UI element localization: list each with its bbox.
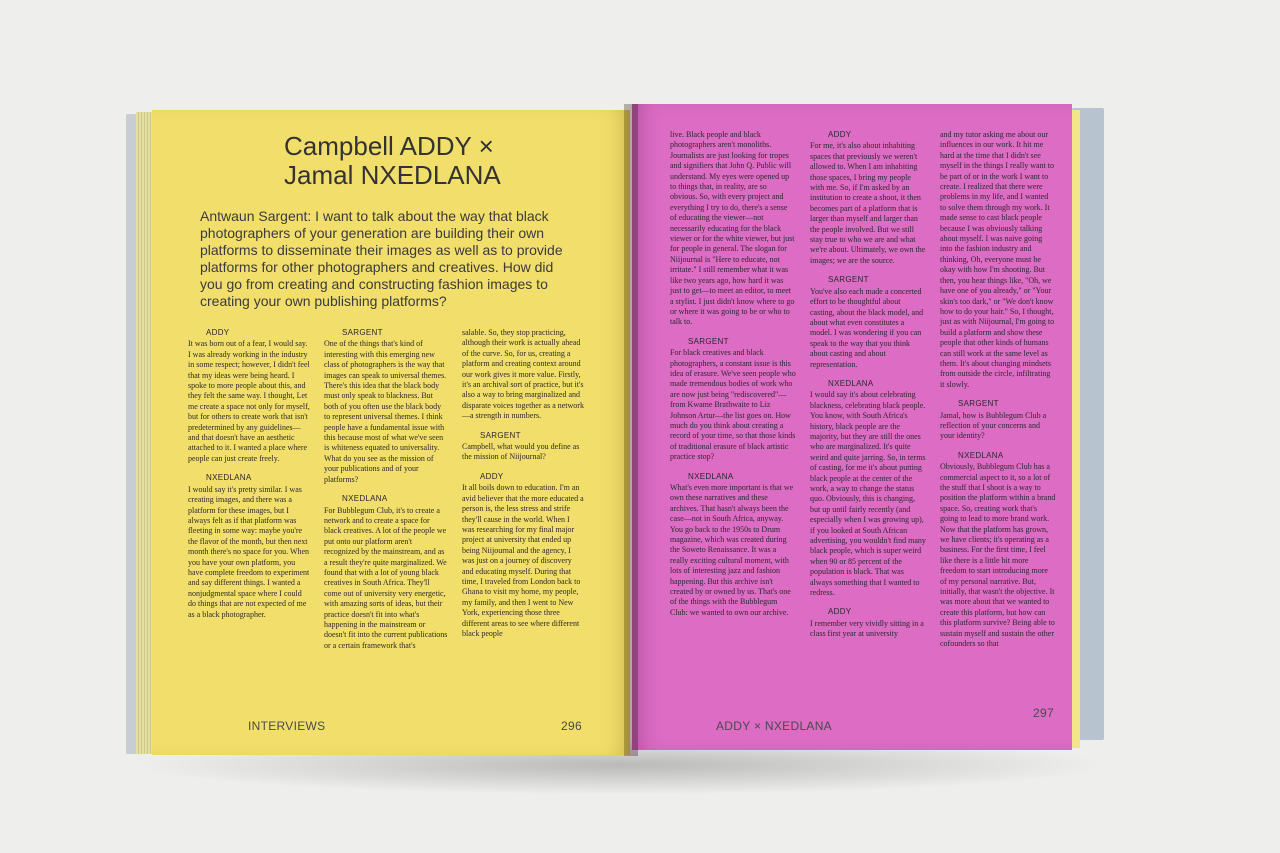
body-paragraph: It all boils down to education. I'm an avid believer that the more educated a person is, the less stress and strife they'll cause in the world. When I was researching for my final major project at university that ended up being Niijournal and the agency, I was just on a journey of discovery and educating myself. During that time, I traveled from London back to Ghana to visit my home, my people, my family, and then I went to New York, experiencing those three different areas to see where different black people bbox=[462, 483, 584, 638]
body-paragraph: You've also each made a concerted effort to be thoughtful about casting, about the black model, and about what even constitutes a model. I was wondering if you can speak to the way that you think about casting and about representation. bbox=[810, 286, 924, 369]
page-number-right: 297 bbox=[1033, 706, 1054, 720]
speaker-label: NXEDLANA bbox=[206, 473, 252, 483]
speaker-label: ADDY bbox=[206, 328, 230, 337]
speaker-label: ADDY bbox=[828, 607, 852, 617]
speaker-label: ADDY bbox=[828, 130, 852, 139]
speaker-label: SARGENT bbox=[480, 430, 521, 440]
left-column-2 bbox=[324, 328, 448, 660]
running-footer-right: ADDY × NXEDLANA bbox=[716, 719, 832, 733]
page-number-left: 296 bbox=[561, 719, 582, 733]
body-paragraph: For black creatives and black photographers, a constant issue is this idea of erasure. We've seen people who made tremendous bodies of work who are now just being "rediscovered"—from Kwame Brathwaite to Liz Johnson Artur—the list goes on. How much do you think about creating a record of your time, so that those kinds of traditional erasure of black artistic practice stop? bbox=[670, 348, 796, 462]
speaker-label: ADDY bbox=[480, 471, 504, 481]
speaker-label: SARGENT bbox=[958, 399, 999, 409]
body-paragraph: I would say it's about celebrating blackness, celebrating black people. You know, with South Africa's history, black people are the majority, but they are still the ones who are marginalized. It's quite weird and quite jarring. So, in terms of casting, for me it's about putting black people at the center of the work, a way to change the status quo. Obviously, this is changing, but up until fairly recently (and especially when I was growing up), if you looked at South African advertising, you wouldn't find many black people, which is super weird when 90 or 85 percent of the population is black. That was always something that I wanted to redress. bbox=[810, 390, 926, 598]
right-column-2 bbox=[810, 130, 926, 649]
speaker-label: NXEDLANA bbox=[342, 494, 388, 504]
body-paragraph: salable. So, they stop practicing, although their work is actually ahead of the curve. So, for us, creating a platform and creating context around our work gives it more value. Firstly, it's an archival sort of practice, but it's also a way to bring marginalized and disparate voices together as a network—a strength in numbers. bbox=[462, 328, 584, 421]
article-title bbox=[284, 132, 584, 190]
lede-question: Antwaun Sargent: I want to talk about the way that black photographers of your generation are building their own platforms to disseminate their images as well as to provide platforms for other photographers and creatives. How did you go from creating and constructing fashion images to creating your own publishing platforms? bbox=[200, 208, 563, 309]
body-paragraph: I would say it's pretty similar. I was creating images, and there was a platform for these images, but I always felt as if that platform was fleeting in some way: maybe you're the flavor of the month, but then next month there's no space for you. When you have your own platform, you have complete freedom to experiment and say different things. I wanted a nonjudgmental space where I could do things that are not expected of me as a black photographer. bbox=[188, 484, 310, 619]
speaker-label: NXEDLANA bbox=[958, 450, 1004, 460]
left-column-1 bbox=[188, 328, 310, 629]
body-paragraph: Obviously, Bubblegum Club has a commercial aspect to it, so a lot of the stuff that I shoot is a way to position the platform within a brand space. So, creating work that's going to lead to more brand work. Now that the platform has grown, we have clients; it's operating as a business. For the first time, I feel like there is a little bit more freedom to start introducing more of my personal narrative. But, initially, that wasn't the objective. It was more about that we wanted to create this platform, but how can this platform survive? Being able to sustain myself and sustain the other cofounders so that bbox=[940, 462, 1056, 649]
speaker-label: NXEDLANA bbox=[688, 471, 734, 481]
left-column-3 bbox=[462, 328, 584, 648]
body-paragraph: Campbell, what would you define as the mission of Niijournal? bbox=[462, 442, 580, 462]
speaker-label: NXEDLANA bbox=[828, 378, 874, 388]
body-paragraph: One of the things that's kind of interesting with this emerging new class of photographers is the way that images can speak to universal themes. There's this idea that the black body must only speak to blackness. But both of you often use the black body to represent universal themes. I think people have a fundamental issue with this because most of what we've seen is whiteness equated to universality. What do you see as the mission of your publications and of your platforms? bbox=[324, 339, 447, 484]
title-line-2: Jamal NXEDLANA bbox=[284, 160, 501, 190]
body-paragraph: and my tutor asking me about our influences in our work. It hit me hard at the time that I didn't see myself in the things I really want to be part of or in the work I want to create. I realized that there were problems in my life, and I wanted to solve them through my work. It made sense to cast black people because I was obviously talking about myself. I was naive going into the fashion industry and thinking, Oh, everyone must be okay with how I'm shooting. But then, you hear things like, "Oh, we have one of you already," or "Your skin's too dark," or "We don't know how to do your hair." So, I thought, just as with Niijournal, I'm going to build a platform and show these people that other kinds of humans can still work at the same level as them. It's about changing mindsets from outside the circle, infiltrating it slowly. bbox=[940, 130, 1055, 389]
body-paragraph: It was born out of a fear, I would say. I was already working in the industry in some respect; however, I didn't feel that my ideas were being heard. I spoke to more people about this, and they felt the same way. I thought, Let me create a space not only for myself, but for others to create work that isn't predetermined by any guidelines—and that doesn't have an aesthetic attached to it. I wanted a place where people can just create freely. bbox=[188, 339, 310, 463]
body-paragraph: What's even more important is that we own these narratives and these archives. That hasn't always been the case—not in South Africa, anyway. You go back to the 1950s to Drum magazine, which was created during the Soweto Renaissance. It was a really exciting cultural moment, with lots of interesting jazz and fashion happening. But this archive isn't created by or owned by us. That's one of the things with the Bubblegum Club: we wanted to own our archive. bbox=[670, 483, 794, 617]
right-column-1 bbox=[670, 130, 796, 627]
title-line-1: Campbell ADDY × bbox=[284, 131, 494, 161]
speaker-label: SARGENT bbox=[688, 336, 729, 346]
right-column-3 bbox=[940, 130, 1056, 659]
body-paragraph: For me, it's also about inhabiting spaces that previously we weren't allowed to. When I am inhabiting those spaces, I bring my people with me. So, if I'm asked by an institution to create a shoot, it then becomes part of a platform that is larger than myself and larger than the people involved. But we still stay true to who we are and what we're about. Ultimately, we own the images; we are the source. bbox=[810, 141, 926, 265]
body-paragraph: live. Black people and black photographers aren't monoliths. Journalists are just looking for tropes and signifiers that John Q. Public will understand. My eyes were opened up to things that, in reality, are so obvious. So, with every project and everything I try to do, there's a sense of educating the viewer—not necessarily educating for the black viewer or for the white viewer, but just for people in general. The slogan for Niijournal is "Here to educate, not irritate." I still remember what it was like two years ago, how hard it was just to get—to meet an editor, to meet a stylist. I just didn't know where to go or where it was going to be or who to talk to. bbox=[670, 130, 795, 327]
running-footer-left: INTERVIEWS bbox=[248, 719, 326, 733]
body-paragraph: I remember very vividly sitting in a class first year at university bbox=[810, 618, 924, 639]
book-gutter bbox=[624, 104, 638, 756]
speaker-label: SARGENT bbox=[828, 275, 869, 285]
body-paragraph: Jamal, how is Bubblegum Club a reflection of your concerns and your identity? bbox=[940, 410, 1047, 441]
body-paragraph: For Bubblegum Club, it's to create a network and to create a space for black creatives. A lot of the people we put onto our platform aren't recognized by the mainstream, and as a result they're quite marginalized. We found that with a lot of young black creatives in South Africa. They'll come out of university very energetic, with amazing sorts of ideas, but their practice doesn't fit into what's happening in the mainstream or doesn't fit into the current publications or a certain framework that's bbox=[324, 505, 448, 650]
speaker-label: SARGENT bbox=[342, 328, 383, 337]
